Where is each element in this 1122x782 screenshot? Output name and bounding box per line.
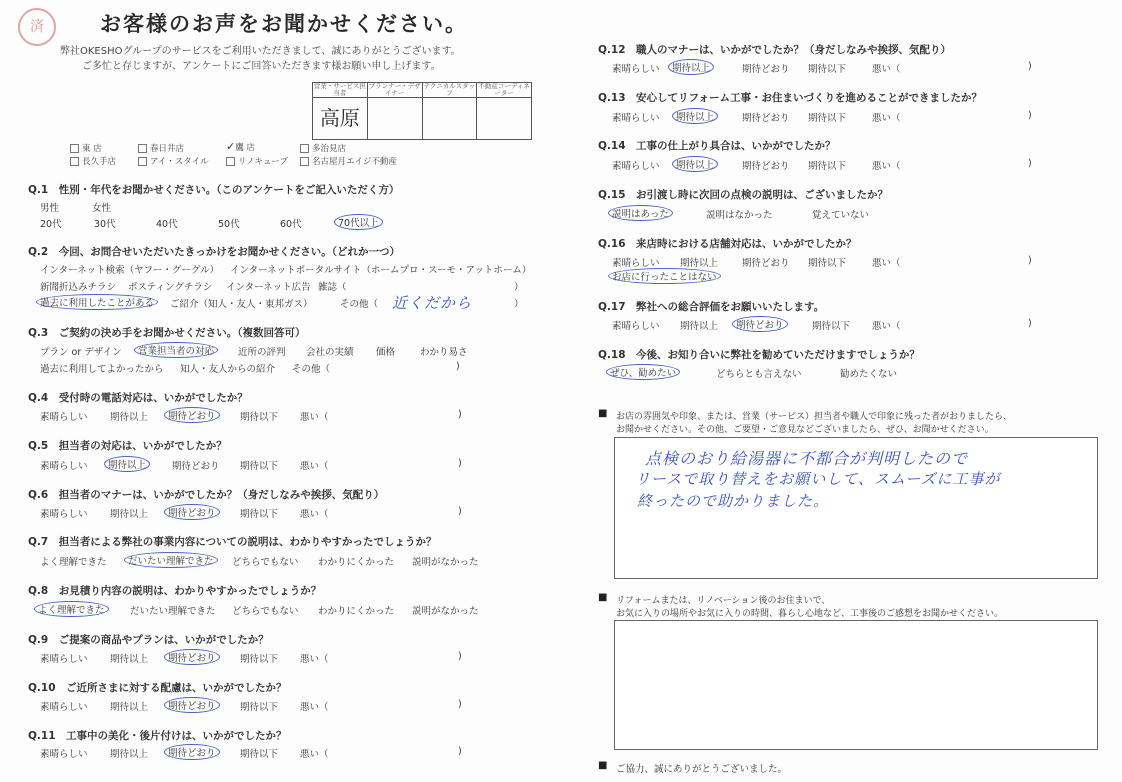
q4-opt-4[interactable]: 期待以下: [240, 412, 279, 423]
q1-gender-male[interactable]: 男性: [40, 203, 60, 214]
q12-opt-5[interactable]: 悪い（: [872, 64, 901, 75]
q17-title: Q.17 弊社への総合評価をお願いいたします。: [598, 301, 825, 313]
intro-line-2: ご多忙と存じますが、アンケートにご回答いただきます様お願い申し上げます。: [82, 61, 441, 72]
q8-opt-1-selected[interactable]: よく理解できた: [34, 601, 109, 617]
q6-paren: ): [458, 506, 462, 517]
checkbox[interactable]: [138, 157, 147, 166]
staff-table: [312, 82, 532, 140]
q11-opt-4[interactable]: 期待以下: [240, 749, 279, 760]
store-realestate[interactable]: 名古屋月エイジ不動産: [300, 155, 397, 167]
q2-opt-referral[interactable]: ご紹介（知人・友人・東邦ガス）: [170, 299, 313, 310]
staff-header-technical: テクニカルスタッフ: [423, 83, 476, 97]
q6-opt-5[interactable]: 悪い（: [300, 509, 329, 520]
q2-opt-portal[interactable]: インターネットポータルサイト（ホームプロ・スーモ・アットホーム）: [230, 265, 532, 276]
q14-opt-1[interactable]: 素晴らしい: [612, 161, 660, 172]
q18-opt-1-selected[interactable]: ぜひ、勧めたい: [606, 364, 680, 380]
q9-paren: ): [458, 651, 462, 662]
q14-title: Q.14 工事の仕上がり具合は、いかがでしたか？: [598, 140, 836, 152]
q7-opt-3[interactable]: どちらでもない: [232, 557, 299, 568]
q16-opt-3[interactable]: 期待どおり: [742, 258, 790, 269]
q13-title: Q.13 安心してリフォーム工事・お住まいづくりを進めることができましたか？: [598, 92, 983, 104]
q2-opt-magazine[interactable]: 雑誌（: [318, 282, 347, 293]
q6-opt-1[interactable]: 素晴らしい: [40, 509, 88, 520]
q6-opt-3-selected[interactable]: 期待どおり: [164, 504, 220, 520]
staff-header-realestate: 不動産コーディネーター: [478, 83, 530, 97]
q5-opt-5[interactable]: 悪い（: [300, 461, 329, 472]
q6-title: Q.6 担当者のマナーは、いかがでしたか？（身だしなみや挨拶、気配り）: [28, 489, 385, 501]
q5-opt-4[interactable]: 期待以下: [240, 461, 279, 472]
feedback1-textarea[interactable]: [614, 437, 1098, 579]
q2-opt-other[interactable]: その他（: [340, 299, 379, 310]
staff-planner-cell[interactable]: [368, 98, 422, 139]
q1-age-60[interactable]: 60代: [280, 219, 302, 230]
q17-opt-1[interactable]: 素晴らしい: [612, 321, 660, 332]
checkbox[interactable]: [300, 144, 309, 153]
feedback1-prompt-line1: お店の雰囲気や印象、または、営業（サービス）担当者や職人で印象に残った者がおりましたら、: [616, 412, 1013, 422]
q10-opt-2[interactable]: 期待以上: [110, 702, 149, 713]
q5-title: Q.5 担当者の対応は、いかがでしたか？: [28, 440, 227, 452]
q3-paren: ): [456, 361, 460, 372]
q12-title: Q.12 職人のマナーは、いかがでしたか？（身だしなみや挨拶、気配り）: [598, 44, 952, 56]
footer-bullet-icon: ■: [598, 760, 608, 771]
staff-header-planner: プランナー・デザイナー: [368, 83, 421, 97]
q4-opt-5[interactable]: 悪い（: [300, 412, 329, 423]
staff-realestate-cell[interactable]: [477, 98, 531, 139]
q3-opt-past[interactable]: 過去に利用してよかったから: [40, 364, 164, 375]
q1-age-20[interactable]: 20代: [40, 219, 62, 230]
q3-opt-clarity[interactable]: わかり易さ: [420, 347, 468, 358]
q3-opt-sales-selected[interactable]: 営業担当者の対応: [134, 342, 218, 358]
feedback1-prompt-line2: お聞かせください。その他、ご要望・ご意見などございましたら、ぜひ、お聞かせください。: [616, 425, 994, 435]
q9-opt-5[interactable]: 悪い（: [300, 654, 329, 665]
page-title: お客様のお声をお聞かせください。: [100, 12, 468, 36]
q9-opt-1[interactable]: 素晴らしい: [40, 654, 88, 665]
q14-opt-2-selected[interactable]: 期待以上: [672, 156, 718, 172]
q7-opt-2-selected[interactable]: だいたい理解できた: [124, 552, 218, 568]
q16-opt-1[interactable]: 素晴らしい: [612, 258, 660, 269]
q9-opt-3-selected[interactable]: 期待どおり: [164, 649, 220, 665]
footer-thanks: ご協力、誠にありがとうございました。: [616, 764, 788, 775]
store-tajimi[interactable]: 多治見店: [300, 142, 346, 154]
q3-opt-record[interactable]: 会社の実績: [306, 347, 354, 358]
q13-opt-2-selected[interactable]: 期待以上: [672, 108, 718, 124]
q7-opt-1[interactable]: よく理解できた: [40, 557, 107, 568]
feedback2-textarea[interactable]: [614, 620, 1098, 750]
q2-handwritten-answer: 近くだから: [392, 294, 473, 312]
q5-opt-1[interactable]: 素晴らしい: [40, 461, 88, 472]
feedback2-prompt-line1: リフォームまたは、リノベーション後のお住まいで、: [616, 596, 831, 606]
q17-opt-3-selected[interactable]: 期待どおり: [732, 316, 788, 332]
q3-opt-price[interactable]: 価格: [376, 347, 396, 358]
store-kasugai[interactable]: 春日井店: [138, 142, 184, 154]
q11-title: Q.11 工事中の美化・後片付けは、いかがでしたか？: [28, 730, 287, 742]
q3-title: Q.3 ご契約の決め手をお聞かせください。（複数回答可）: [28, 327, 306, 339]
store-renocube[interactable]: リノキューブ: [226, 155, 288, 167]
q8-title: Q.8 お見積り内容の説明は、わかりやすかったでしょうか？: [28, 585, 322, 597]
q14-paren: ): [1028, 158, 1032, 169]
q3-opt-plan[interactable]: プラン or デザイン: [40, 347, 122, 358]
q16-opt-2[interactable]: 期待以上: [680, 258, 719, 269]
store-nagakute[interactable]: 長久手店: [70, 155, 116, 167]
q11-opt-5[interactable]: 悪い（: [300, 749, 329, 760]
q1-gender-female[interactable]: 女性: [92, 203, 112, 214]
q13-paren: ): [1028, 110, 1032, 121]
checkbox[interactable]: [138, 144, 147, 153]
q16-opt-4[interactable]: 期待以下: [808, 258, 847, 269]
checkbox[interactable]: [70, 157, 79, 166]
q15-opt-2[interactable]: 説明はなかった: [706, 210, 773, 221]
q10-opt-1[interactable]: 素晴らしい: [40, 702, 88, 713]
check-mark-icon: ✓: [226, 140, 236, 153]
checkbox[interactable]: [300, 157, 309, 166]
q17-opt-4[interactable]: 期待以下: [812, 321, 851, 332]
q3-opt-other[interactable]: その他（: [292, 364, 331, 375]
q14-opt-3[interactable]: 期待どおり: [742, 161, 790, 172]
q11-opt-1[interactable]: 素晴らしい: [40, 749, 88, 760]
feedback2-prompt-line2: お気に入りの場所やお気に入りの時間、暮らし心地など、工事後のご感想をお聞かせください。: [616, 609, 1004, 619]
feedback1-hand-line1: 点検のおり給湯器に不都合が判明したので: [645, 449, 969, 468]
q7-opt-4[interactable]: わかりにくかった: [318, 557, 395, 568]
q18-opt-2[interactable]: どちらとも言えない: [716, 369, 802, 380]
q5-opt-3[interactable]: 期待どおり: [172, 461, 220, 472]
q9-title: Q.9 ご提案の商品やプランは、いかがでしたか？: [28, 634, 269, 646]
checkbox[interactable]: [226, 157, 235, 166]
q17-paren: ): [1028, 318, 1032, 329]
q16-opt-never-selected[interactable]: お店に行ったことはない: [608, 268, 721, 284]
q14-opt-5[interactable]: 悪い（: [872, 161, 901, 172]
q11-paren: ): [458, 746, 462, 757]
q12-opt-1[interactable]: 素晴らしい: [612, 64, 660, 75]
store-taka[interactable]: ✓鷹 店: [226, 140, 255, 153]
q13-opt-4[interactable]: 期待以下: [808, 113, 847, 124]
q15-title: Q.15 お引渡し時に次回の点検の説明は、ございましたか？: [598, 189, 889, 201]
feedback1-hand-line3: 終ったので助かりました。: [637, 492, 830, 510]
q4-opt-1[interactable]: 素晴らしい: [40, 412, 88, 423]
q4-opt-3-selected[interactable]: 期待どおり: [164, 407, 220, 423]
q2-title: Q.2 今回、お問合せいただいたきっかけをお聞かせください。（どれか一つ）: [28, 246, 400, 258]
feedback1-bullet-icon: ■: [598, 408, 608, 419]
q5-paren: ): [458, 458, 462, 469]
q2-paren-close: ）: [514, 299, 524, 310]
q1-title: Q.1 性別・年代をお聞かせください。（このアンケートをご記入いただく方）: [28, 184, 400, 196]
q15-opt-1-selected[interactable]: 説明はあった: [608, 205, 673, 221]
q10-paren: ): [458, 699, 462, 710]
q1-age-50[interactable]: 50代: [218, 219, 240, 230]
q10-opt-5[interactable]: 悪い（: [300, 702, 329, 713]
feedback1-hand-line2: リースで取り替えをお願いして、スムーズに工事が: [635, 470, 1001, 488]
q10-title: Q.10 ご近所さまに対する配慮は、いかがでしたか？: [28, 682, 287, 694]
q4-title: Q.4 受付時の電話対応は、いかがでしたか？: [28, 392, 248, 404]
q9-opt-2[interactable]: 期待以上: [110, 654, 149, 665]
q17-opt-2[interactable]: 期待以上: [680, 321, 719, 332]
q2-opt-posting[interactable]: ポスティングチラシ: [128, 282, 213, 293]
intro-line-1: 弊社OKESHOグループのサービスをご利用いただきまして、誠にありがとうございます。: [60, 46, 461, 57]
q2-opt-netad[interactable]: インターネット広告: [226, 282, 311, 293]
q16-title: Q.16 来店時における店舗対応は、いかがでしたか？: [598, 238, 857, 250]
q14-opt-4[interactable]: 期待以下: [808, 161, 847, 172]
q10-opt-4[interactable]: 期待以下: [240, 702, 279, 713]
q11-opt-3-selected[interactable]: 期待どおり: [164, 744, 220, 760]
q8-opt-2[interactable]: だいたい理解できた: [130, 606, 216, 617]
q16-opt-5[interactable]: 悪い（: [872, 258, 901, 269]
q8-opt-5[interactable]: 説明がなかった: [412, 606, 479, 617]
staff-technical-cell[interactable]: [423, 98, 477, 139]
q13-opt-5[interactable]: 悪い（: [872, 113, 901, 124]
q2-opt-past-selected[interactable]: 過去に利用したことがある: [36, 294, 158, 310]
q2-opt-search[interactable]: インターネット検索（ヤフー・グーグル）: [40, 265, 220, 276]
q9-opt-4[interactable]: 期待以下: [240, 654, 279, 665]
q12-opt-2-selected[interactable]: 期待以上: [668, 59, 714, 75]
store-istyle[interactable]: アイ・スタイル: [138, 155, 209, 167]
q4-paren: ): [458, 409, 462, 420]
q3-opt-reputation[interactable]: 近所の評判: [238, 347, 286, 358]
q5-opt-2-selected[interactable]: 期待以上: [104, 456, 150, 472]
q6-opt-2[interactable]: 期待以上: [110, 509, 149, 520]
q3-opt-friend[interactable]: 知人・友人からの紹介: [180, 364, 276, 375]
q2-opt-flyer[interactable]: 新聞折込みチラシ: [40, 282, 117, 293]
q18-title: Q.18 今後、お知り合いに弊社を勧めていただけますでしょうか？: [598, 349, 920, 361]
received-stamp: 済: [18, 8, 56, 46]
q8-opt-4[interactable]: わかりにくかった: [318, 606, 395, 617]
q4-opt-2[interactable]: 期待以上: [110, 412, 149, 423]
q1-age-40[interactable]: 40代: [156, 219, 178, 230]
q18-opt-3[interactable]: 勧めたくない: [840, 369, 898, 380]
q15-opt-3[interactable]: 覚えていない: [812, 210, 870, 221]
q7-title: Q.7 担当者による弊社の事業内容についての説明は、わかりやすかったでしょうか？: [28, 536, 437, 548]
checkbox[interactable]: [70, 144, 79, 153]
q1-age-70-selected[interactable]: 70代以上: [334, 214, 383, 230]
q7-opt-5[interactable]: 説明がなかった: [412, 557, 479, 568]
q6-opt-4[interactable]: 期待以下: [240, 509, 279, 520]
q8-opt-3[interactable]: どちらでもない: [232, 606, 299, 617]
staff-header-sales: 営業・サービス担当者: [313, 83, 366, 97]
q12-paren: ): [1028, 61, 1032, 72]
q1-age-30[interactable]: 30代: [94, 219, 116, 230]
staff-sales-name[interactable]: 高原: [319, 106, 360, 130]
q2-paren: ）: [514, 282, 524, 293]
q13-opt-3[interactable]: 期待どおり: [742, 113, 790, 124]
q11-opt-2[interactable]: 期待以上: [110, 749, 149, 760]
q17-opt-5[interactable]: 悪い（: [872, 321, 901, 332]
store-higashi[interactable]: 東 店: [70, 142, 102, 154]
q16-paren: ): [1028, 255, 1032, 266]
q10-opt-3-selected[interactable]: 期待どおり: [164, 697, 220, 713]
feedback2-bullet-icon: ■: [598, 592, 608, 603]
q13-opt-1[interactable]: 素晴らしい: [612, 113, 660, 124]
q12-opt-4[interactable]: 期待以下: [808, 64, 847, 75]
q12-opt-3[interactable]: 期待どおり: [742, 64, 790, 75]
